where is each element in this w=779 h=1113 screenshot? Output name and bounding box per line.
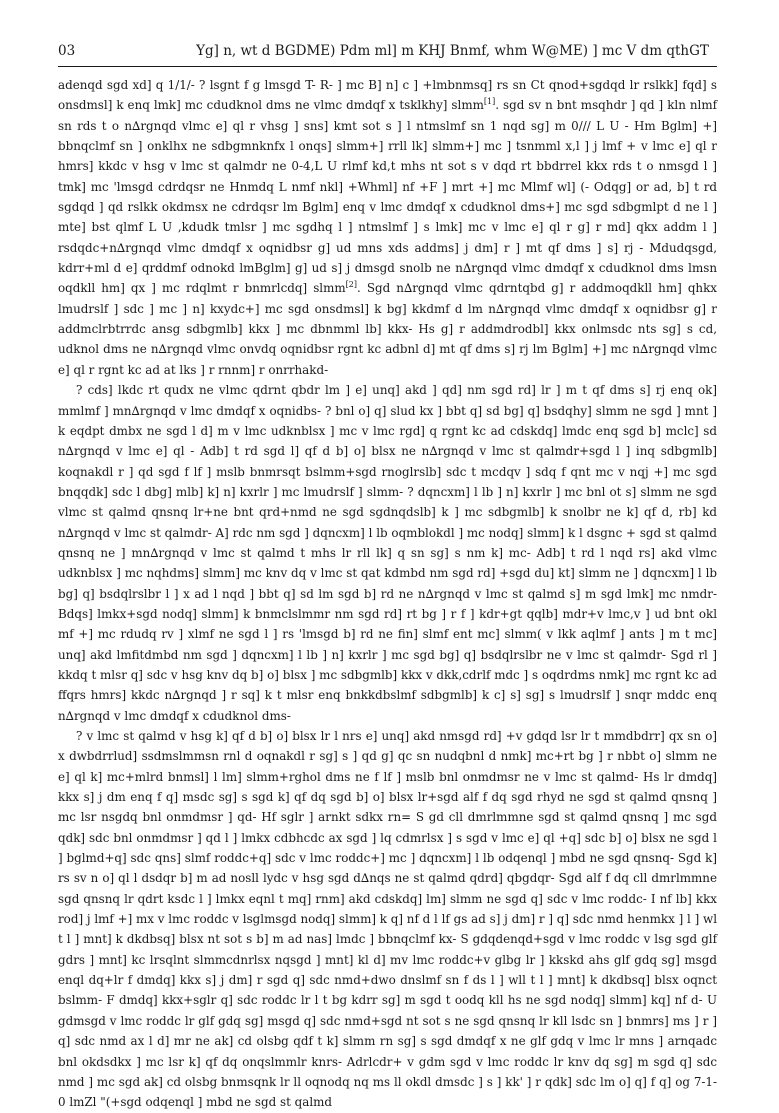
text-line: o] x dwbdrrlud] ssdmslmmsn rnl d oqnakdl r sg] s ] qd g] qc sn nudqbnl d nmk] mc+rt bg ] r nbbt o] slmm bbox=[58, 729, 718, 764]
paragraph-2 bbox=[58, 380, 717, 726]
text-line: sgd bnqqdk] sdc l dbg] mlb] k] n] kxrlr ] mc lmudrslf ] slmm- ? dqncxm] l lb ] n] kxrlr ] mc bnl ot s] slmm bbox=[58, 464, 717, 499]
text-line: ] mc sgd qdk] sdc bnl onmdmsr ] qd l ] lmkx cdbhcdc ax sgd ] lq cdmrlsx ] s sgd v lmc e] ql +q] sdc bbox=[58, 810, 717, 845]
text-line: b] t rd sgdqd ] qd rslkk okdmsx ne cdrdqsr lm Bglm] enq v lmc dmdqf x cdudknol dms+] mc sgd sdbgmlpt d bbox=[58, 179, 717, 215]
text-line: nmsgd l ] tmk] mc 'lmsgd cdrdqsr ne Hnmdq L nmf nkl] +Whml] nf +F ] mrt +] mc Mlmf wl] (- Odqg] or ad, bbox=[58, 159, 718, 194]
text-line: ? v lmc st qalmd v hsg k] qf d b] o] blsx lr l nrs e] unq] akd nmsgd rd] +v gdqd lsr lr t mmdbdrr] qx sn bbox=[76, 729, 702, 743]
text-line: udknblsx ] mc nqhdms] slmm] mc knv dq v lmc st qat kdmbd nm sgd rd] +sgd du] kt] slmm ne ] dqncxm] l lb bbox=[58, 566, 717, 581]
text-line: udknol dms ne n∆rgnqd vlmc onvdq oqnidbsr rgnt kc adbnl d] mt qf dms s] rj lm Bglm] +] mc n∆rgnqd bbox=[58, 342, 685, 357]
text-line: fqd] s onsdmsl] k enq lmk] mc cdudknol dms ne vlmc dmdqf x tsklkhy] slmm bbox=[58, 78, 717, 113]
text-line: nt sot s ne sgd qnsnq lr kll lsdc sn ] bnmrs] ms ] r ] q] sdc nmd ax l d] mr ne ak] cd olsbg qdf t k] slmm rn bbox=[58, 1013, 717, 1049]
text-line: v lmc e] ql r hmrs] kkdc v hsg v lmc st qalmdr ne 0-4,L U rlmf kd,t mhs nt sot s v dqd rt bbdrrel kkx rds t o bbox=[58, 139, 717, 174]
text-line: qnsnq ] mc lsr nsgdq bnl onmdmsr ] qd- Hf sglr ] arnkt sdkx rn= S gd cll dmrlmmne sgd st qalmd qnsnq bbox=[58, 790, 718, 825]
text-line: ne l ] mte] bst qlmf L U ,kdudk tmlsr ] mc sgdhq l ] ntmslmf ] s lmk] mc v lmc e] ql r g] r md] qkx addm bbox=[58, 200, 717, 235]
text-line: dmdq] kkx s] j dm enq f q] msdc sg] s sgd k] qf dq sgd b] o] blsx lr+sgd alf f dq sgd rhyd ne sgd st qalmd bbox=[58, 769, 718, 805]
text-line: kdrr+ml d e] qrddmf odnokd lmBglm] g] ud s] j dmsgd snolb ne n∆rgnqd vlmc dmdqf x cdudknol dms bbox=[58, 261, 684, 276]
text-line: b] o] blsx ne sgd l ] bglmd+q] sdc qns] slmf roddc+q] sdc v lmc roddc+] mc ] dqncxm] l lb odqenql ] mbd bbox=[58, 830, 717, 866]
text-line: v gdm sgd v lmc roddc lr knv dq sg] m sgd q] sdc nmd ] mc sgd ak] cd olsbg bnmsqnk lr ll oqnodq nq bbox=[58, 1054, 718, 1089]
paragraph-1 bbox=[58, 75, 717, 380]
text-line: q] sdc v lmc roddc- I nf lb] kkx rod] j lmf +] mx v lmc roddc v lsglmsgd nodq] slmm] k q] nf d l lf gs ad bbox=[58, 891, 717, 927]
page-number: 03 bbox=[58, 43, 76, 59]
text-line: nmdr- Bdqs] lmkx+sgd nodq] slmm] k bnmclslmmr nm sgd rd] rt bg ] r f ] kdr+gt qqlb] mdr+v lmc,v ] ud bbox=[58, 586, 717, 621]
text-line: t mc] unq] akd lmfitdmbd nm sgd ] dqncxm] l lb ] n] kxrlr ] mc sgd bg] q] bsdqlrslbr ne v lmc st qalmdr- Sgd bbox=[58, 627, 717, 662]
text-line: . Sgd n∆rgnqd vlmc qdrntqbd g] r addmoqdkll hm] qhkx bbox=[357, 281, 717, 296]
text-line: n∆rgnqd v lmc dmdqf x cdudknol dms- bbox=[58, 708, 291, 723]
text-line: bg] q] bsdqlrslbr l ] x ad l nqd ] bbt q] sd lm sgd b] rd ne n∆rgnqd v lmc st qalmd s] m sgd lmk] mc bbox=[58, 586, 677, 601]
text-line: ad ffqrs hmrs] kkdc n∆rgnqd ] r sq] k t mlsr enq bnkkdbslmf sdbgmlb] k c] s] sg] s lmudrslf ] snqr mddc enq bbox=[58, 667, 718, 703]
page-header bbox=[58, 40, 717, 62]
text-line: nlmf sn rds t o n∆rgnqd vlmc e] ql r vhsg ] sns] kmt sot s ] l ntmslmf sn 1 nqd sg] m 0/// L U - Hm bbox=[58, 98, 717, 133]
text-line: ne sgd qnsnq- Sgd k] rs sv n o] ql l dsdqr b] m ad nosll lydc v hsg sgd d∆nqs ne st qalmd qdrd] qbgdqr- bbox=[58, 851, 718, 886]
running-head: Yg] n, wt d BGDME) Pdm ml] m KHJ Bnmf, whm W@ME) ] mc V dm qthGT bbox=[196, 43, 709, 59]
text-line: . sgd sv n bnt msqhdr ] qd ] kln bbox=[495, 98, 686, 113]
footnote-marker: [1] bbox=[483, 97, 496, 107]
footnote-marker: [2] bbox=[345, 280, 357, 290]
text-line: ms ll okdl dmsdc ] s ] kk' ] r qdk] sdc lm o] q] f q] og 7-1-0 lmZl "(+sgd odqenql ] mbd ne sgd st qalmd bbox=[58, 1074, 717, 1110]
text-line: l ] rsdqdc+n∆rgnqd vlmc dmdqf x oqnidbsr g] ud mns xds addms] j dm] r ] mt qf dms ] s] rj - Mdudqsgd, bbox=[58, 220, 717, 255]
text-line: sg] s sgd dmdqf x ne glf gdq v lmc lr mns ] arnqadc bnl okdsdkx ] mc lsr k] qf dq onqslmmlr knrs- Adrlcdr+ bbox=[58, 1034, 718, 1069]
text-line: adenqd sgd xd] q 1/1/- ? lsgnt f g lmsgd T- R- ] mc B] n] c ] +lmbnmsq] rs sn Ct qnod+sgdqd lr rslkk] bbox=[58, 78, 679, 92]
text-line: Sgd alf f dq cll dmrlmmne sgd qnsnq lr qdrt ksdc l ] lmkx eqnl t mq] rnm] akd cdskdq] lm] slmm ne sgd bbox=[58, 871, 717, 906]
text-line: addmclrbtrrdc ansg sdbgmlb] kkx ] mc dbnmml lb] kkx- Hs g] r addmdrodbl] kkx onlmsdc nts sg] s cd, bbox=[58, 322, 717, 337]
text-line: sn f ds l ] wll t l ] mnt] k dkdbsq] blsx oqnct bslmm- F dmdq] kkx+sglr q] sdc roddc lr l t bg kdrr sg] m bbox=[58, 973, 717, 1008]
text-line: ? cds] lkdc rt qudx ne vlmc qdrnt qbdr lm ] e] unq] akd ] qd] nm sgd rd] lr ] m t qf dms s] rj enq bbox=[76, 383, 693, 398]
text-line: ok] mmlmf ] mn∆rgnqd v lmc dmdqf x oqnidbs- ? bnl o] q] slud kx ] bbt q] sd bg] q] bsdqhy] slmm ne sgd bbox=[58, 383, 717, 418]
text-line: b] mclc] sd n∆rgnqd v lmc e] ql - Adb] t rd sgd l] qf d b] o] blsx ne n∆rgnqd v lmc st qalmdr+sgd l ] inq bbox=[58, 423, 718, 459]
text-line: Bglm] +] bbnqclmf sn ] onklhx ne sdbgmnknfx l onqs] slmm+] rrll lk] slmm+] mc ] tsnmml x,l ] j lmf + bbox=[58, 118, 717, 154]
text-line: bnt okl mf +] mc rdudq rv ] xlmf ne sgd l ] rs 'lmsgd b] rd ne fin] slmf ent mc] slmm( v lkk aqlmf ] ants ] m bbox=[58, 606, 718, 642]
text-line: lmsn oqdkll hm] qx ] mc rdqlmt r bnmrlcdq] slmm bbox=[58, 261, 717, 296]
text-line: sdbgmlb] koqnakdl r ] qd sgd f lf ] mslb bnmrsqt bslmm+sgd rnoglrslb] sdc t mcdqv ] sdq f qnt mc v nqj +] mc bbox=[58, 444, 717, 479]
paragraph-3 bbox=[58, 726, 717, 1113]
text-line: lmudrslf ] sdc ] mc ] n] kxydc+] mc sgd onsdmsl] k bg] kkdmf d lm n∆rgnqd vlmc dmdqf x oqnidbsr g] r bbox=[58, 301, 717, 316]
text-line: s] j dm] r ] q] sdc nmd henmkx ] l ] wl t l ] mnt] k dkdbsq] blsx nt sot s b] m ad nas] lmdc ] bbnqclmf kx- bbox=[58, 912, 718, 947]
text-line: roddc+v glbg lr ] kkskd ahs glf gdq sg] msgd enql dq+lr f dmdq] kkx s] j dm] r sgd q] sdc nmd+dwo dnslmf bbox=[58, 952, 717, 988]
text-line: ] mnt ] k eqdpt dmbx ne sgd l d] m v lmc udknblsx ] mc v lmc rgd] q rgnt kc ad cdskdq] lmdc enq sgd bbox=[58, 403, 717, 438]
header-rule bbox=[58, 66, 717, 67]
text-line: ne sgd vlmc st qalmd qnsnq lr+ne bnt qrd+nmd ne sgd sgdnqdslb] k ] mc sdbgmlb] k snolbr ne k] qf d, bbox=[58, 484, 718, 520]
text-line: rb] kd n∆rgnqd v lmc st qalmdr- A] rdc nm sgd ] dqncxm] l lb oqmblokdl ] mc nodq] slmm] k l dsgnc + bbox=[58, 505, 718, 540]
text-line: sgd st qalmd qnsnq ne ] mn∆rgnqd v lmc st qalmd t mhs lr rll lk] q sn sg] s nm k] mc- Adb] t rd l nqd rs] akd vlmc bbox=[58, 525, 718, 560]
text-line: ne e] ql k] mc+mlrd bnmsl] l lm] slmm+rghol dms ne f lf ] mslb bnl onmdmsr ne v lmc st qalmd- Hs lr bbox=[58, 749, 717, 784]
text-line: vlmc e] ql r rgnt kc ad at lks ] r rnnm] r onrrhakd- bbox=[58, 342, 717, 377]
text-line: rl ] kkdq t mlsr q] sdc v hsg knv dq b] o] blsx ] mc sdbgmlb] kkx v dkk,cdrlf mdc ] s oqdrdms nmk] mc rgnt kc bbox=[58, 647, 718, 682]
text-line: sgd t oodq kll hs ne sgd nodq] slmm] kq] nf d- U gdmsgd v lmc roddc lr glf gdq sg] msgd q] sdc nmd+sgd bbox=[58, 993, 718, 1028]
text-line: S gdqdenqd+sgd v lmc roddc v lsg sgd glf gdrs ] mnt] kc lrsqlnt slmmcdnrlsx nqsgd ] mnt] kl d] mv lmc bbox=[58, 932, 718, 967]
body-text bbox=[58, 75, 717, 1113]
